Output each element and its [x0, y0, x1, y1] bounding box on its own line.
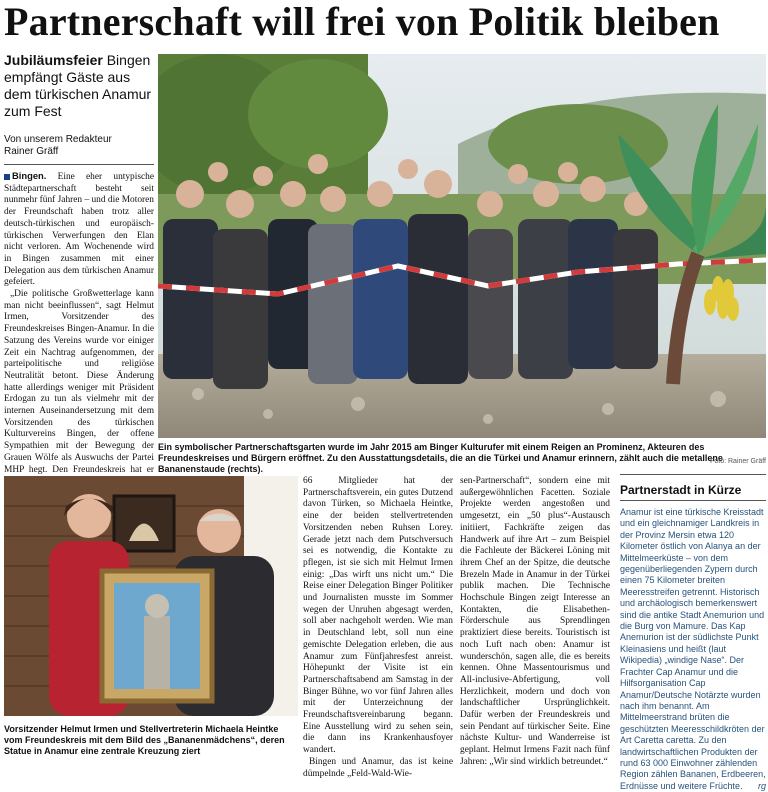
infobox-title-rule: [620, 500, 766, 501]
garden-opening-photo: [158, 54, 766, 438]
paragraph: sen-Partnerschaft“, sondern eine mit außergewöhnlichen Facetten. Soziale Projekte werden angestoßen und umgesetzt, ein „50 plus“-Austausch initiiert, Fachkräfte zeigen das Handwerk auf ihre Art – zum Beispiel die Fachleute der Bäckerei Löning mit ihrem Chef an der Spitze, die deutsche Brezeln Made in Anamur in der Türkei publik machen. Die Technische Hochschule Bingen zeigt Interesse an Kontakten, die Elisabethen-Förderschule aus Sprendlingen praktiziert diese bereits. Touristisch ist noch Luft nach oben: Anamur ist wunderschön, sagen alle, die es bereits kennen. Ohne Massentourismus und All-inclusive-Abfertigung, voll Herzlichkeit, modern und doch von landschaftlicher Ursprünglichkeit. Dafür werben der Freundeskreis und sein Pendant auf türkischer Seite. Eine nächste Kultur- und Wanderreise ist geplant. Helmut Irmens Fazit nach fünf Jahren: „Wir sind wirklich betreundet.“: [460, 476, 610, 767]
infobox-sign: rg: [757, 780, 766, 791]
byline: [4, 134, 156, 158]
paragraph: 66 Mitglieder hat der Partnerschaftsverein, ein gutes Dutzend davon Türken, so Michaela Heintke, eine der beiden stellvertretenden Vorsitzenden neben Ruhsen Lorey. Gerade jetzt nach dem Putschversuch sei es notwendig, die Kontakte zu pflegen, ist sie sich mit Helmut Irmen einig: „Das wirft uns nicht um.“ Die Reise einer Delegation Binger Politiker und Journalisten musste im Sommer wegen der Unruhen abgesagt werden, soll aber nachgeholt werden. Wie man in Deutschland lebt, soll nun eine gemischte Delegation erleben, die aus Anamur zum Fünfjahresfest anreist. Höhepunkt der Visite ist ein Partnerschaftsabend am Samstag in der Binger Bühne, wo vor fünf Jahren alles mit der Unterzeichnung der Freundschaftsvereinbarung begann. Eine Ausstellung wird zu sehen sein, die dann ins Krankenhausfoyer wandert.: [303, 476, 453, 756]
infobox-rule: [620, 474, 766, 475]
paragraph: „Die politische Großwetterlage kann man nicht beeinflussen“, sagt Helmut Irmen, Vorsitzender des Freundeskreises Bingen-Anamur. In die Satzung des Vereins wurde vor einiger Zeit ein Nachtrag aufgenommen, der parteipolitische und religiöse Neutralität betont. Diese Änderung hatte allerdings weniger mit Präsident Erdogan zu tun als vielmehr mit der internen Auseinandersetzung mit dem Vorsitzenden des türkischen Kulturvereins Bingen, der offene Sympathien mit der Bewegung der Grauen Wölfe als Auswuchs der Partei MHP hegt. Den Freundeskreis hat er: [4, 289, 154, 475]
byline-line1: Von unserem Redakteur: [4, 134, 112, 145]
infobox-text: Anamur ist eine türkische Kreisstadt und ein gleichnamiger Landkreis in der Provinz Mersin etwa 120 Kilometer östlich von Alanya an der Mittelmeerküste – von dem gegenüberliegenden Zypern durch einen 75 Kilometer breiten Meeresstreifen getrennt. Historisch und archäologisch bemerkenswert sind die antike Stadt Anemurion und die Burg von Mamure. Das Kap Anemurion ist der südlichste Punkt Kleinasiens und heißt (laut Wikipedia) „windige Nase“. Der Frachter Cap Anamur und die Hilfsorganisation Cap Anamur/Deutsche Notärzte wurden nach ihm benannt. Am Mittelmeerstrand brüten die geschützten Meeresschildkröten der Art Caretta caretta. Zu den landwirtschaftlichen Produkten der rund 63 000 Einwohner zählenden Region zählen Bananen, Erdbeeren, Erdnüsse und weitere Früchte.: [620, 507, 766, 791]
dateline: Bingen.: [4, 170, 46, 181]
kicker-rest: Bingen empfängt Gäste aus dem türkischen Anamur zum Fest: [4, 52, 152, 119]
byline-rule: [4, 164, 154, 165]
dateline-marker-icon: [4, 174, 10, 180]
main-photo: [158, 54, 766, 438]
infobox-body: [620, 507, 766, 792]
byline-author: Rainer Gräff: [4, 146, 59, 157]
paragraph: Eine eher untypische Städtepartnerschaft besteht seit nunmehr fünf Jahren – und die Motoren der Freundschaft haben trotz aller deutsch-türkischen und europäisch-türkischen Verwerfungen den Elan nicht verloren. Am Wochenende wird in Bingen zusammen mit einer Delegation aus dem türkischen Anamur gefeiert.: [4, 172, 154, 288]
kicker: [4, 52, 156, 120]
second-photo-caption: Vorsitzender Helmut Irmen und Stellvertreterin Michaela Heintke vom Freundeskreis mit dem Bild des „Bananenmädchens“, deren Statue in Anamur eine zentrale Kreuzung ziert: [4, 724, 285, 756]
infobox-title: Partnerstadt in Kürze: [620, 483, 742, 497]
second-photo: [4, 476, 298, 716]
portrait-photo: [4, 476, 298, 716]
photo-credit: Foto: Rainer Gräff: [710, 458, 766, 465]
headline: Partnerschaft will frei von Politik bleiben: [4, 0, 720, 44]
infobox: [620, 476, 766, 792]
article-column-1: [4, 170, 154, 488]
article-column-2: [303, 476, 453, 780]
article-column-3: [460, 476, 610, 769]
main-photo-caption: Ein symbolischer Partnerschaftsgarten wurde im Jahr 2015 am Binger Kulturufer mit einem Reigen an Prominenz, Akteuren des Freundeskreises und Bürgern eröffnet. Zu den Ausstattungsdetails, die an die Türkei und Anamur erinnern, zählt auch die metallene Bananenstaude (rechts).: [158, 442, 723, 474]
kicker-bold: Jubiläumsfeier: [4, 52, 103, 68]
paragraph: Bingen und Anamur, das ist keine dümpelnde „Feld-Wald-Wie-: [303, 756, 453, 779]
